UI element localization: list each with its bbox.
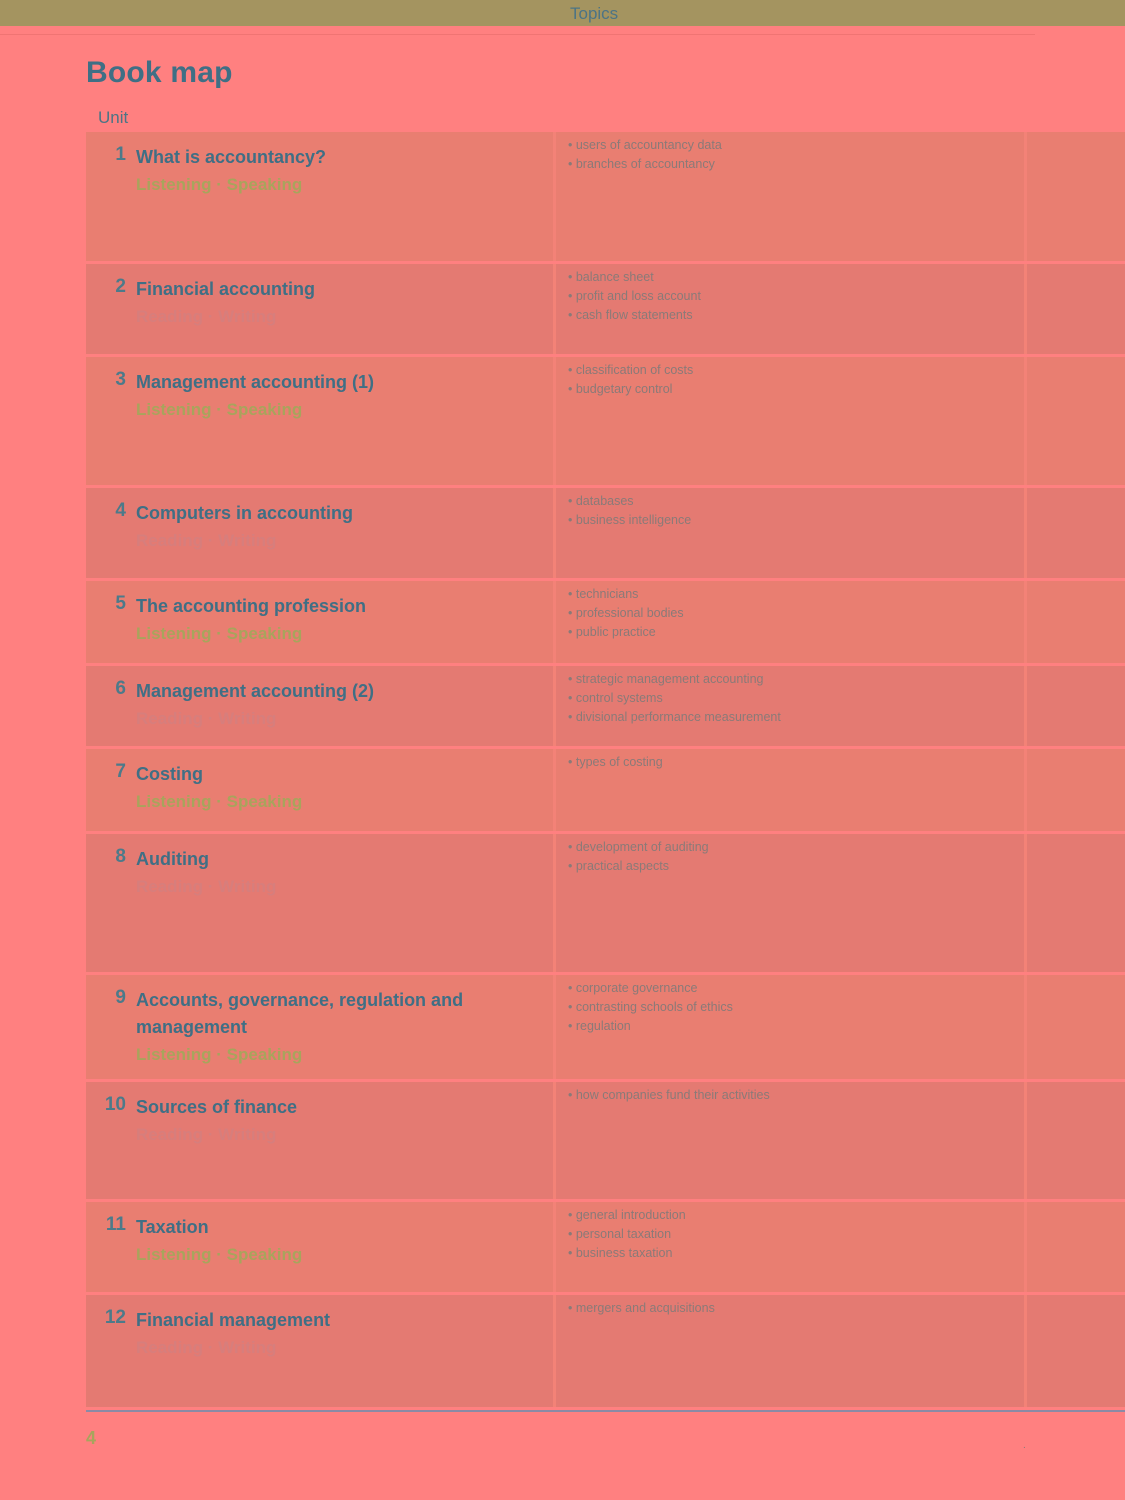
extra-cell bbox=[1027, 132, 1125, 261]
topic-item: • databases bbox=[568, 492, 691, 511]
topic-item: • corporate governance bbox=[568, 979, 733, 998]
page-number: 4 bbox=[86, 1428, 97, 1448]
topics-cell bbox=[556, 581, 1027, 663]
unit-number: 11 bbox=[105, 1214, 126, 1235]
topics-cell bbox=[556, 1082, 1027, 1199]
unit-number: 1 bbox=[115, 144, 126, 165]
unit-row bbox=[86, 357, 1125, 485]
topics-cell bbox=[556, 357, 1027, 485]
topic-item: • business taxation bbox=[568, 1244, 686, 1263]
extra-cell bbox=[1027, 666, 1125, 746]
unit-cell bbox=[86, 1202, 556, 1292]
unit-skills: Reading · Writing bbox=[136, 709, 277, 728]
topics-list bbox=[568, 838, 709, 876]
unit-skills: Listening · Speaking bbox=[136, 792, 303, 811]
topics-list bbox=[568, 979, 733, 1036]
topic-item: • strategic management accounting bbox=[568, 670, 781, 689]
extra-cell bbox=[1027, 1295, 1125, 1407]
unit-skills: Listening · Speaking bbox=[136, 400, 303, 419]
topic-item: • practical aspects bbox=[568, 857, 709, 876]
page-title: Book map bbox=[86, 56, 233, 89]
unit-number: 12 bbox=[104, 1307, 126, 1328]
topics-list bbox=[568, 492, 691, 530]
unit-number: 10 bbox=[104, 1094, 126, 1115]
topic-item: • budgetary control bbox=[568, 380, 693, 399]
topics-cell bbox=[556, 1295, 1027, 1407]
topic-item: • branches of accountancy bbox=[568, 155, 722, 174]
unit-row bbox=[86, 1202, 1125, 1292]
unit-row bbox=[86, 749, 1125, 831]
topics-cell bbox=[556, 834, 1027, 972]
unit-title: What is accountancy? bbox=[136, 147, 327, 167]
unit-skills: Reading · Writing bbox=[136, 1125, 277, 1144]
topic-item: • regulation bbox=[568, 1017, 733, 1036]
topic-item: • profit and loss account bbox=[568, 287, 701, 306]
unit-number: 6 bbox=[115, 678, 126, 699]
topics-list bbox=[568, 753, 663, 772]
unit-title: Costing bbox=[136, 764, 203, 784]
topic-item: • control systems bbox=[568, 689, 781, 708]
extra-cell bbox=[1027, 581, 1125, 663]
unit-cell bbox=[86, 749, 556, 831]
unit-cell bbox=[86, 264, 556, 354]
topic-item: • public practice bbox=[568, 623, 684, 642]
topic-item: • classification of costs bbox=[568, 361, 693, 380]
unit-number: 7 bbox=[115, 761, 126, 782]
unit-number: 3 bbox=[115, 369, 126, 390]
unit-cell bbox=[86, 132, 556, 261]
topics-list bbox=[568, 1086, 770, 1105]
extra-cell bbox=[1027, 749, 1125, 831]
topics-cell bbox=[556, 749, 1027, 831]
topic-item: • divisional performance measurement bbox=[568, 708, 781, 727]
topic-item: • development of auditing bbox=[568, 838, 709, 857]
extra-cell bbox=[1027, 975, 1125, 1079]
topics-list bbox=[568, 1206, 686, 1263]
column-header-topics: Topics bbox=[570, 4, 619, 23]
topic-item: • technicians bbox=[568, 585, 684, 604]
unit-cell bbox=[86, 975, 556, 1079]
topics-list bbox=[568, 136, 722, 174]
unit-cell bbox=[86, 1295, 556, 1407]
extra-cell bbox=[1027, 264, 1125, 354]
unit-cell bbox=[86, 488, 556, 578]
unit-row bbox=[86, 1295, 1125, 1407]
unit-cell bbox=[86, 666, 556, 746]
topics-list bbox=[568, 361, 693, 399]
unit-row bbox=[86, 975, 1125, 1079]
footer-rule bbox=[86, 1410, 1125, 1412]
topic-item: • types of costing bbox=[568, 753, 663, 772]
unit-row bbox=[86, 132, 1125, 261]
unit-skills: Reading · Writing bbox=[136, 1338, 277, 1357]
unit-title: Accounts, governance, regulation and management bbox=[136, 990, 464, 1037]
unit-number: 4 bbox=[115, 500, 126, 521]
unit-number: 2 bbox=[115, 276, 126, 297]
extra-cell bbox=[1027, 1202, 1125, 1292]
book-map-table bbox=[86, 132, 1125, 1410]
topic-item: • cash flow statements bbox=[568, 306, 701, 325]
topics-cell bbox=[556, 666, 1027, 746]
unit-skills: Listening · Speaking bbox=[136, 175, 303, 194]
unit-row bbox=[86, 666, 1125, 746]
topics-cell bbox=[556, 488, 1027, 578]
topics-list bbox=[568, 585, 684, 642]
unit-number: 9 bbox=[115, 987, 126, 1008]
topics-list bbox=[568, 1299, 715, 1318]
topics-cell bbox=[556, 975, 1027, 1079]
topic-item: • personal taxation bbox=[568, 1225, 686, 1244]
unit-skills: Reading · Writing bbox=[136, 531, 277, 550]
topic-item: • how companies fund their activities bbox=[568, 1086, 770, 1105]
unit-number: 5 bbox=[115, 593, 126, 614]
unit-row bbox=[86, 264, 1125, 354]
topic-item: • balance sheet bbox=[568, 268, 701, 287]
topic-item: • general introduction bbox=[568, 1206, 686, 1225]
unit-title: Sources of finance bbox=[136, 1097, 298, 1117]
topic-item: • business intelligence bbox=[568, 511, 691, 530]
unit-title: Financial management bbox=[136, 1310, 331, 1330]
unit-cell bbox=[86, 834, 556, 972]
topic-item: • contrasting schools of ethics bbox=[568, 998, 733, 1017]
unit-skills: Listening · Speaking bbox=[136, 1045, 303, 1064]
footer-mark: . bbox=[1023, 1440, 1026, 1451]
unit-title: Financial accounting bbox=[136, 279, 316, 299]
extra-cell bbox=[1027, 834, 1125, 972]
topics-cell bbox=[556, 1202, 1027, 1292]
topic-item: • mergers and acquisitions bbox=[568, 1299, 715, 1318]
unit-number: 8 bbox=[115, 846, 126, 867]
unit-cell bbox=[86, 357, 556, 485]
extra-cell bbox=[1027, 488, 1125, 578]
unit-title: Auditing bbox=[136, 849, 209, 869]
unit-skills: Listening · Speaking bbox=[136, 624, 303, 643]
topics-cell bbox=[556, 132, 1027, 261]
unit-row bbox=[86, 581, 1125, 663]
unit-title: Taxation bbox=[136, 1217, 209, 1237]
unit-title: The accounting profession bbox=[136, 596, 367, 616]
unit-skills: Reading · Writing bbox=[136, 307, 277, 326]
column-header-unit: Unit bbox=[98, 108, 129, 127]
topic-item: • users of accountancy data bbox=[568, 136, 722, 155]
unit-row bbox=[86, 488, 1125, 578]
extra-cell bbox=[1027, 1082, 1125, 1199]
topics-list bbox=[568, 670, 781, 727]
unit-row bbox=[86, 1082, 1125, 1199]
unit-cell bbox=[86, 1082, 556, 1199]
topics-list bbox=[568, 268, 701, 325]
unit-skills: Listening · Speaking bbox=[136, 1245, 303, 1264]
unit-cell bbox=[86, 581, 556, 663]
unit-row bbox=[86, 834, 1125, 972]
unit-title: Computers in accounting bbox=[136, 503, 354, 523]
unit-title: Management accounting (2) bbox=[136, 681, 375, 701]
unit-skills: Reading · Writing bbox=[136, 877, 277, 896]
extra-cell bbox=[1027, 357, 1125, 485]
topic-item: • professional bodies bbox=[568, 604, 684, 623]
topics-cell bbox=[556, 264, 1027, 354]
unit-title: Management accounting (1) bbox=[136, 372, 375, 392]
